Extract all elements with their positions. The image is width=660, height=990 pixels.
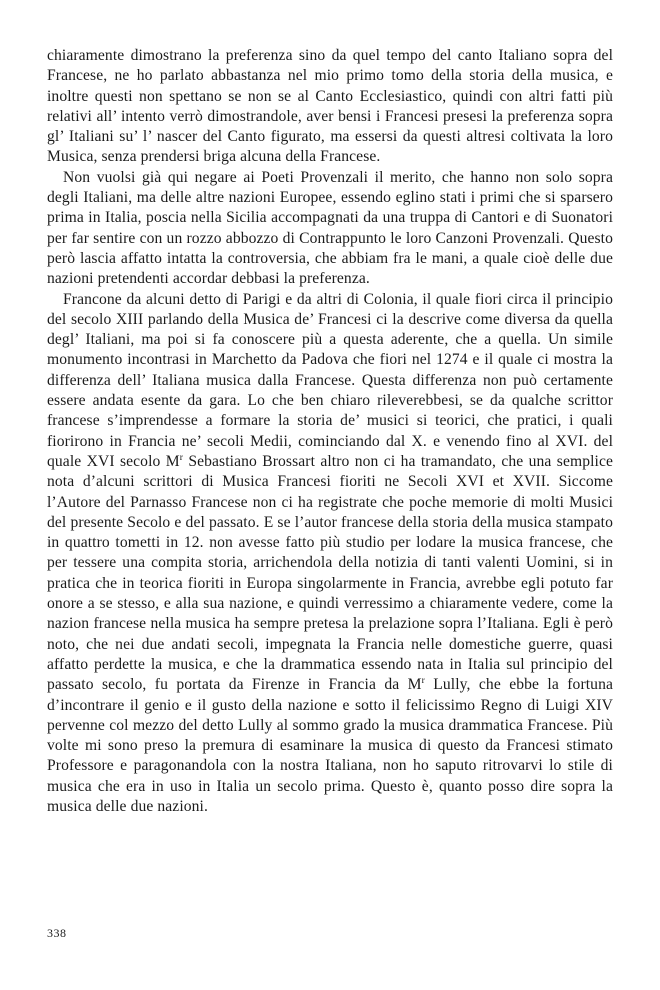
superscript-abbreviation: r	[421, 676, 425, 687]
text-segment: chiaramente dimostrano la preferenza sino da quel tempo del canto Italiano sopra del Francese, ne ho parlato abbastanza nel mio primo tomo della storia della musica, e inoltre questi non spettano se non se al Canto Ecclesiastico, quindi con altri fatti più relativi all’ intento verrò dimostrandole, aver bensi i Francesi presesi la preferenza sopra gl’ Italiani su’ l’ nascer del Canto figurato, ma essersi da questi altresi coltivata la loro Musica, senza prendersi briga alcuna della Francese.	[47, 47, 613, 166]
text-segment: Sebastiano Brossart altro non ci ha tramandato, che una semplice nota d’alcuni scrittori di Musica Francesi fioriti ne Secoli XVI et XVII. Siccome l’Autore del Parnasso Francese non ci ha registrate che poche memorie di molti Musici del presente Secolo e del passato. E se l’autor francese della storia della musica stampato in quattro tometti in 12. non avesse fatto più studio per lodare la musica francese, che per tessere una compita storia, arrichendola della notizia di tanti valenti Uomini, si in pratica che in teorica fioriti in Europa singolarmente in Francia, avrebbe egli potuto far onore a se stesso, e alla sua nazione, e quindi verressimo a chiaramente vedere, come la nazion francese nella musica ha sempre pretesa la prelazione sopra l’Italiana. Egli è però noto, che nei due andati secoli, impegnata la Francia nelle domestiche guerre, quasi affatto perdette la musica, e che la drammatica essendo nata in Italia sul principio del passato secolo, fu portata da Firenze in Francia da M	[47, 452, 613, 694]
paragraph	[47, 290, 613, 818]
paragraph	[47, 168, 613, 290]
text-segment: Francone da alcuni detto di Parigi e da altri di Colonia, il quale fiori circa il principio del secolo XIII parlando della Musica de’ Francesi ci la descrive come diversa da quella degl’ Italiani, ma poi si fa conoscere più a questa aderente, che a quella. Un simile monumento incontrasi in Marchetto da Padova che fiori nel 1274 e il quale ci mostra la differenza dell’ Italiana musica dalla Francese. Questa differenza non può certamente essere andata esente da gara. Lo che ben chiaro rileverebbesi, se da qualche scrittor francese s’imprendesse a formare la storia de’ musici si teorici, che pratici, i quali fiorirono in Francia ne’ secoli Medii, cominciando dal X. e venendo fino al XVI. del quale XVI secolo M	[47, 290, 613, 470]
text-segment: Lully, che ebbe la fortuna d’incontrare il genio e il gusto della nazione e sotto il felicissimo Regno di Luigi XIV pervenne col mezzo del detto Lully al sommo grado la musica drammatica Francese. Più volte mi sono preso la premura di esaminare la musica di questo da Francesi stimato Professore e paragonandola con la nostra Italiana, non ho saputo ritrovarvi lo stile di musica che era in uso in Italia un secolo prima. Questo è, quanto posso dire sopra la musica delle due nazioni.	[47, 676, 613, 815]
text-segment: Non vuolsi già qui negare ai Poeti Provenzali il merito, che hanno non solo sopra degli Italiani, ma delle altre nazioni Europee, essendo eglino stati i primi che si sparsero prima in Italia, poscia nella Sicilia accompagnati da una truppa di Cantori e di Suonatori per far sentire con un rozzo abbozzo di Contrappunto le loro Canzoni Provenzali. Questo però lascia affatto intatta la controversia, che abbiam fra le mani, a quale cioè delle due nazioni pretendenti accordar debbasi la preferenza.	[47, 168, 613, 288]
paragraph	[47, 46, 613, 168]
text-block	[47, 46, 613, 817]
page-number: 338	[47, 926, 67, 940]
superscript-abbreviation: r	[179, 452, 183, 463]
